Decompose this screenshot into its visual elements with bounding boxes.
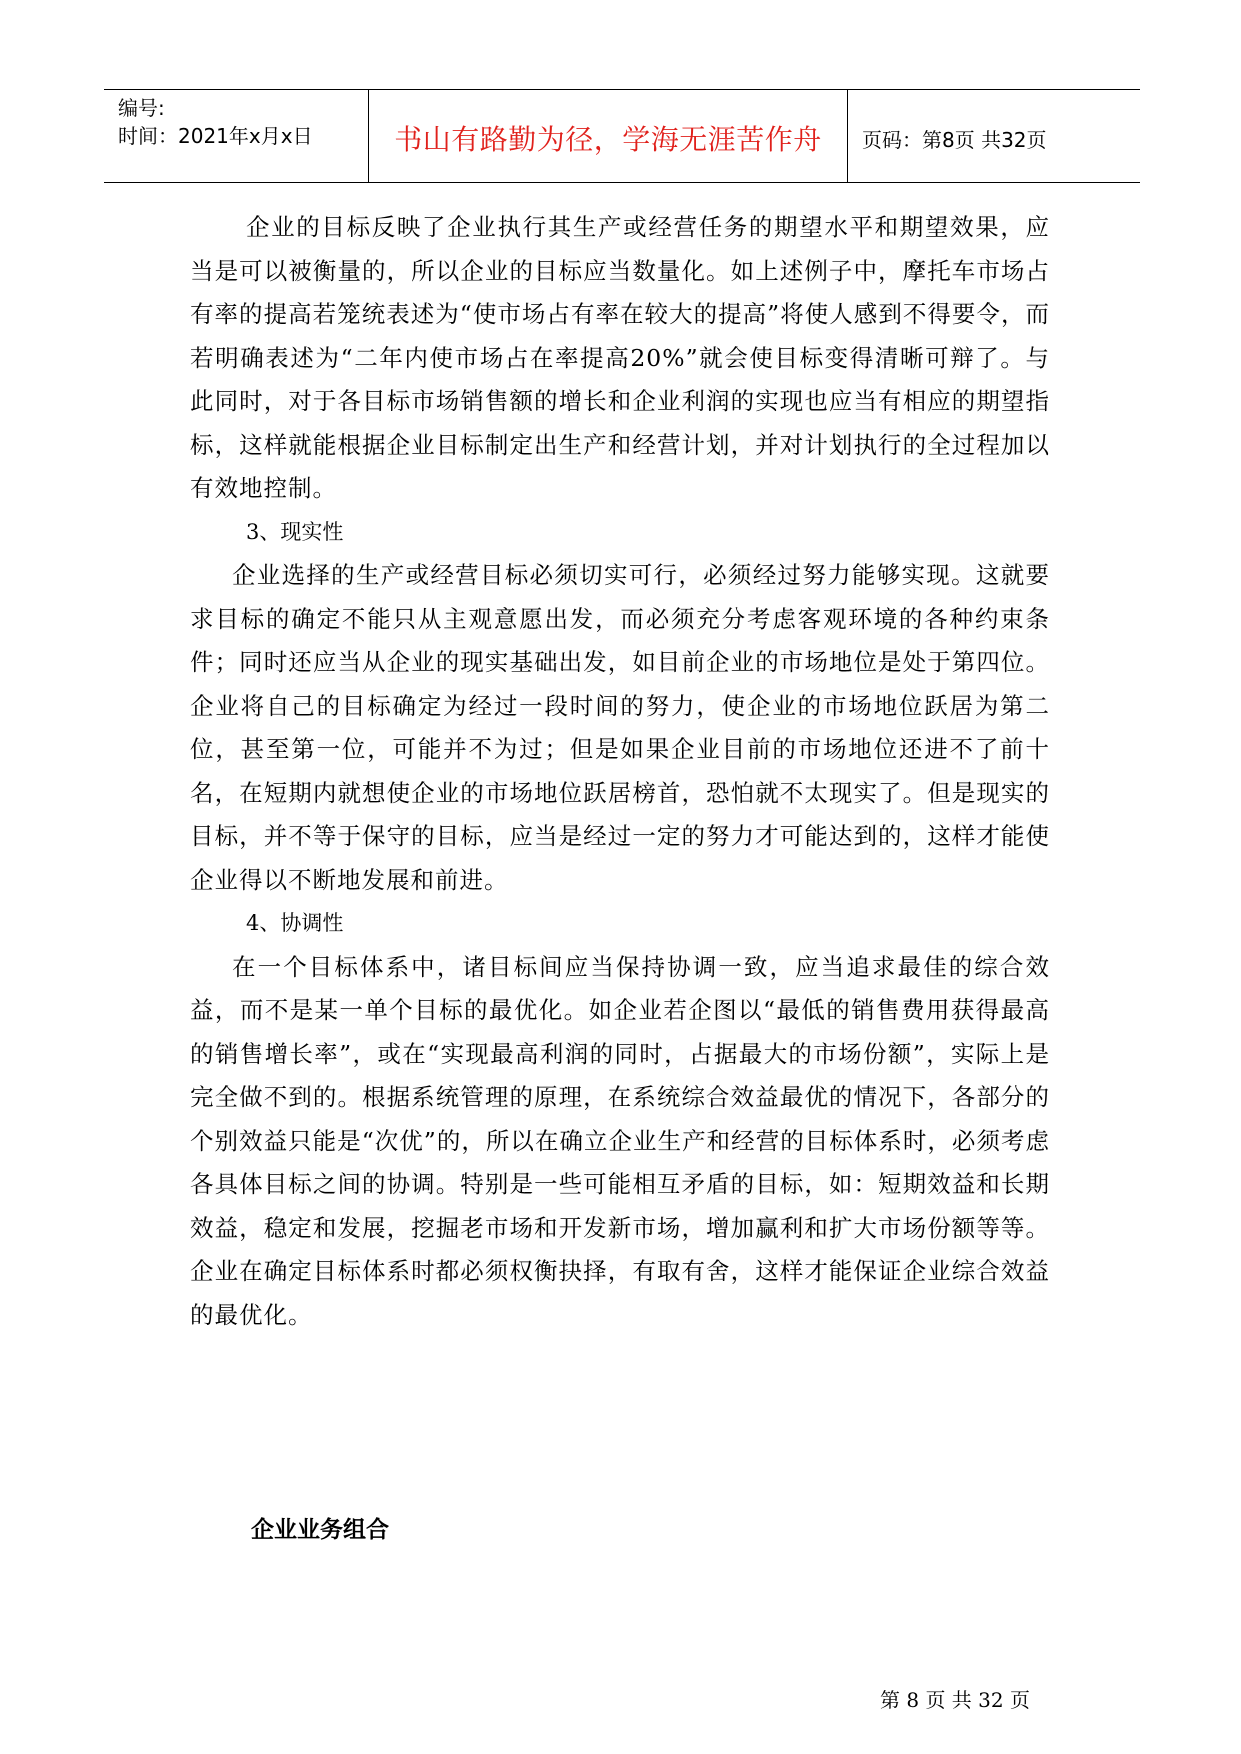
paragraph-coordination: 在一个目标体系中，诸目标间应当保持协调一致，应当追求最佳的综合效益，而不是某一单个目标的最优化。如企业若企图以“最低的销售费用获得最高的销售增长率”，或在“实现最高利润的同时，占据最大的市场份额”，实际上是完全做不到的。根据系统管理的原理，在系统综合效益最优的情况下，各部分的个别效益只能是“次优”的，所以在确立企业生产和经营的目标体系时，必须考虑各具体目标之间的协调。特别是一些可能相互矛盾的目标，如：短期效益和长期效益，稳定和发展，挖掘老市场和开发新市场，增加赢利和扩大市场份额等等。企业在确定目标体系时都必须权衡抉择，有取有舍，这样才能保证企业综合效益的最优化。 [190, 952, 1050, 1329]
time-label: 时间：2021年x月x日 [118, 124, 313, 148]
number-label: 编号: [118, 96, 165, 120]
page-number-label: 页码：第8页 共32页 [862, 128, 1047, 152]
item-heading-coordination: 4、协调性 [246, 911, 344, 935]
page-footer: 第 8 页 共 32 页 [880, 1688, 1030, 1712]
item-heading-realistic: 3、现实性 [246, 519, 344, 544]
motto-text: 书山有路勤为径，学海无涯苦作舟 [394, 123, 822, 156]
section-title: 企业业务组合 [251, 1517, 389, 1543]
paragraph-measurable: 企业的目标反映了企业执行其生产或经营任务的期望水平和期望效果，应当是可以被衡量的，所以企业的目标应当数量化。如上述例子中，摩托车市场占有率的提高若笼统表述为“使市场占有率在较大的提高”将使人感到不得要令，而若明确表述为“二年内使市场占在率提高20%”就会使目标变得清晰可辩了。与此同时，对于各目标市场销售额的增长和企业利润的实现也应当有相应的期望指标，这样就能根据企业目标制定出生产和经营计划，并对计划执行的全过程加以有效地控制。 [190, 213, 1050, 502]
header-meta-cell [104, 90, 368, 182]
paragraph-realistic: 企业选择的生产或经营目标必须切实可行，必须经过努力能够实现。这就要求目标的确定不能只从主观意愿出发，而必须充分考虑客观环境的各种约束条件；同时还应当从企业的现实基础出发，如目前企业的市场地位是处于第四位。企业将自己的目标确定为经过一段时间的努力，使企业的市场地位跃居为第二位，甚至第一位，可能并不为过；但是如果企业目前的市场地位还进不了前十名，在短期内就想使企业的市场地位跃居榜首，恐怕就不太现实了。但是现实的目标，并不等于保守的目标，应当是经过一定的努力才可能达到的，这样才能使企业得以不断地发展和前进。 [190, 561, 1050, 894]
page-header [104, 89, 1140, 183]
header-motto-cell [368, 90, 848, 182]
header-page-cell [848, 90, 1140, 182]
document-body [190, 206, 1050, 1337]
